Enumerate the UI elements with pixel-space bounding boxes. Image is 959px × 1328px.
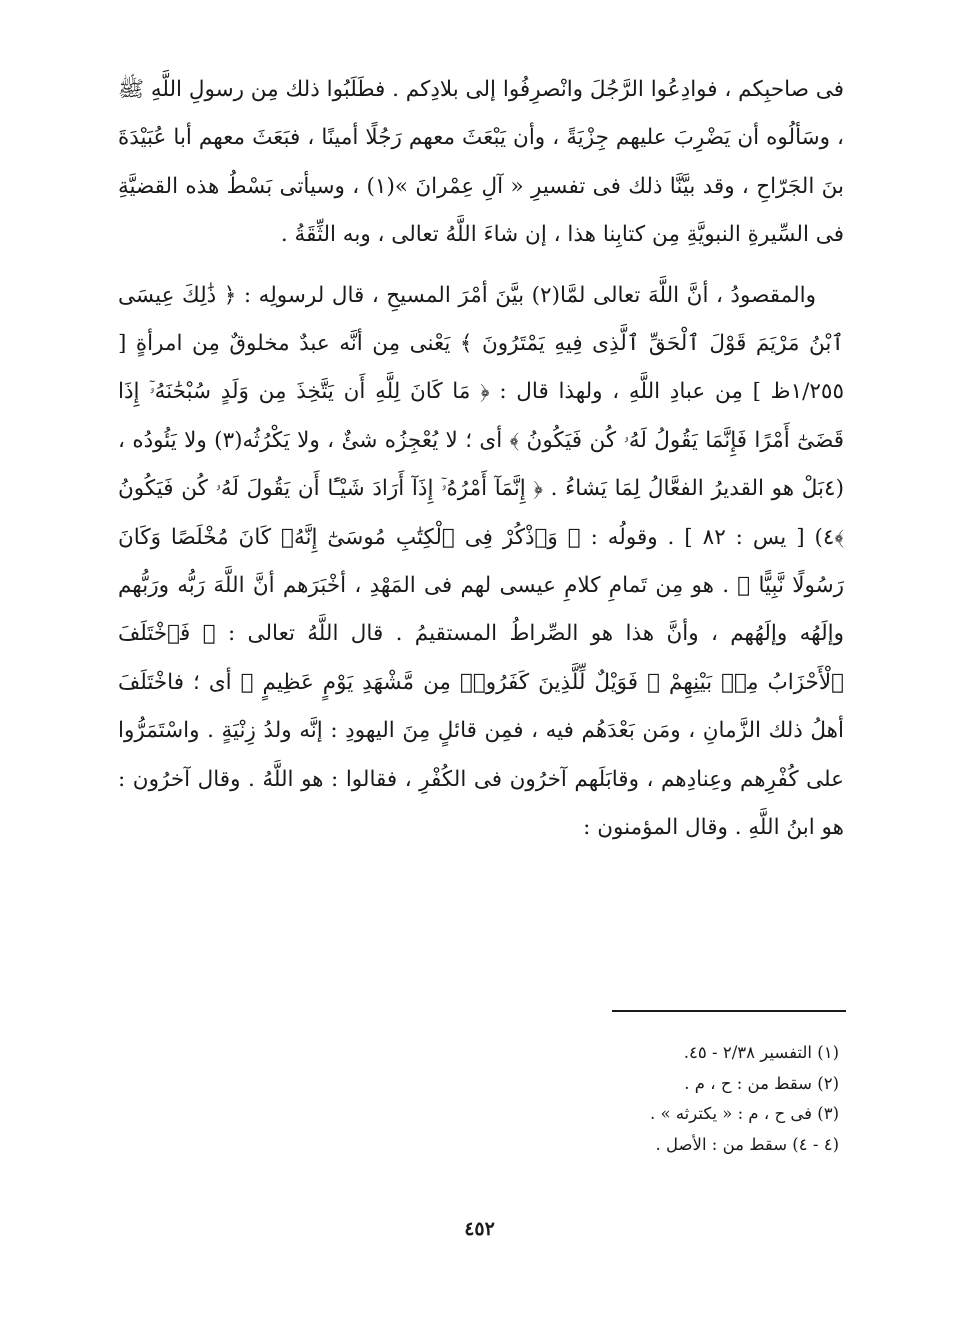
page-number: ٤٥٢	[464, 1218, 495, 1240]
footnote-1: (١) التفسير ٢/٣٨ - ٤٥.	[683, 1043, 839, 1062]
main-text	[118, 66, 844, 853]
footnote-separator	[612, 1010, 846, 1012]
footnote-2: (٢) سقط من : ح ، م .	[684, 1073, 839, 1093]
paragraph-2: والمقصودُ ، أنَّ اللَّهَ تعالى لمَّا(٢) بيَّنَ أمْرَ المسيحِ ، قال لرسولِه : ﴿ ذَٰلِكَ عِيسَى ٱبْنُ مَرْيَمَ قَوْلَ ٱلْحَقِّ ٱلَّذِى فِيهِ يَمْتَرُونَ ﴾ يَعْنى مِن أنَّه عبدٌ مخلوقٌ مِن امرأةٍ [ ١/٢٥٥ظ ] مِن عبادِ اللَّهِ ، ولهذا قال : ﴿ مَا كَانَ لِلَّهِ أَن يَتَّخِذَ مِن وَلَدٍ سُبْحَٰنَهُۥٓ إِذَا قَضَىٰٓ أَمْرًا فَإِنَّمَا يَقُولُ لَهُۥ كُن فَيَكُونُ ﴾ أى ؛ لا يُعْجِزُه شئٌ ، ولا يَكْرُثُه(٣) ولا يَئُودُه ، (٤بَلْ هو القديرُ الفعَّالُ لِمَا يَشاءُ . ﴿ إِنَّمَآ أَمْرُهُۥٓ إِذَآ أَرَادَ شَيْـًٔا أَن يَقُولَ لَهُۥ كُن فَيَكُونُ ﴾٤) [ يس : ٨٢ ] . وقولُه : ﴿ وَٱذْكُرْ فِى ٱلْكِتَٰبِ مُوسَىٰٓ إِنَّهُۥ كَانَ مُخْلَصًا وَكَانَ رَسُولًا نَّبِيًّا ﴾ . هو مِن تَمامِ كلامِ عيسى لهم فى المَهْدِ ، أخْبَرَهم أنَّ اللَّهَ رَبُّه ورَبُّهم وإلَهُه وإلَهُهم ، وأنَّ هذا هو الصِّراطُ المستقيمُ . قال اللَّهُ تعالى : ﴿ فَٱخْتَلَفَ ٱلْأَحْزَابُ مِنۢ بَيْنِهِمْ ۖ فَوَيْلٌ لِّلَّذِينَ كَفَرُوا۟ مِن مَّشْهَدِ يَوْمٍ عَظِيمٍ ﴾ أى ؛ فاخْتَلَفَ أهلُ ذلك الزَّمانِ ، ومَن بَعْدَهُم فيه ، فمِن قائلٍ مِنَ اليهودِ : إنَّه ولدُ زِنْيَةٍ . واسْتَمَرُّوا على كُفْرِهم وعِنادِهم ، وقابَلَهم آخرُون فى الكُفْرِ ، فقالوا : هو اللَّهُ . وقال آخرُون : هو ابنُ اللَّهِ . وقال المؤمنون :	[118, 282, 844, 841]
footnote-3: (٣) فى ح ، م : « يكترثه » .	[649, 1104, 839, 1123]
footnotes	[339, 1038, 839, 1160]
paragraph-1: فى صاحبِكم ، فوادِعُوا الرَّجُلَ وانْصرِفُوا إلى بلادِكم . فطَلَبُوا ذلك مِن رسولِ اللَّهِ ﷺ ، وسَألُوه أن يَضْرِبَ عليهم جِزْيَةً ، وأن يَبْعَثَ معهم رَجُلًا أمينًا ، فبَعَثَ معهم أبا عُبَيْدَةَ بنَ الجَرّاحِ ، وقد بيَّنَّا ذلك فى تفسيرِ « آلِ عِمْرانَ »(١) ، وسيأتى بَسْطُ هذه القضيَّةِ فى السِّيرةِ النبويَّةِ مِن كتابِنا هذا ، إن شاءَ اللَّهُ تعالى ، وبه الثِّقَةُ .	[118, 77, 845, 248]
footnote-4: (٤ - ٤) سقط من : الأصل .	[655, 1134, 839, 1154]
